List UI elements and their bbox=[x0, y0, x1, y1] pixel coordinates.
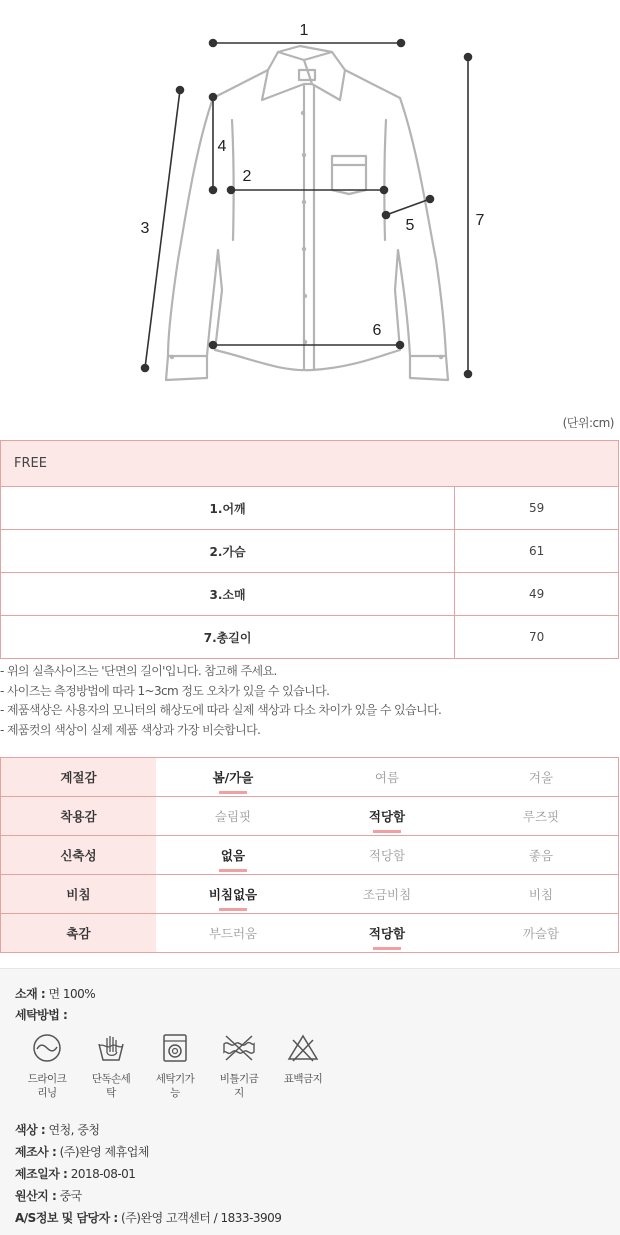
note-line: - 사이즈는 측정방법에 따라 1~3cm 정도 오차가 있을 수 있습니다. bbox=[0, 683, 330, 698]
table-row bbox=[1, 836, 619, 875]
size-value: 70 bbox=[455, 616, 619, 659]
wash-item-hand-wash bbox=[81, 1032, 141, 1100]
feature-option: 여름 bbox=[310, 758, 464, 797]
table-row bbox=[1, 797, 619, 836]
table-row bbox=[1, 616, 619, 659]
measure-label-7: 7 bbox=[475, 212, 485, 229]
wash-label-line: 표백금지 bbox=[283, 1073, 323, 1085]
size-name: 3.소매 bbox=[1, 573, 455, 616]
wash-label-line: 드라이크 bbox=[27, 1073, 67, 1085]
measure-label-2: 2 bbox=[242, 168, 252, 185]
feature-option: 슬림핏 bbox=[156, 797, 310, 836]
feature-option: 까슬함 bbox=[464, 914, 619, 953]
feature-label: 촉감 bbox=[1, 914, 156, 953]
table-row bbox=[1, 758, 619, 797]
product-info-panel bbox=[0, 968, 620, 1235]
note-line: - 제품컷의 색상이 실제 제품 색상과 가장 비슷합니다. bbox=[0, 722, 261, 737]
hand-wash-icon bbox=[95, 1032, 127, 1064]
material-row bbox=[15, 985, 95, 1002]
maker-row bbox=[15, 1143, 149, 1160]
wash-label-line: 능 bbox=[170, 1087, 180, 1099]
color-value: 연청, 중청 bbox=[48, 1123, 100, 1137]
maker-label: 제조사 : bbox=[15, 1145, 57, 1159]
measure-label-1: 1 bbox=[299, 22, 309, 39]
manufacture-date-value: 2018-08-01 bbox=[70, 1167, 136, 1181]
origin-value: 중국 bbox=[59, 1189, 82, 1203]
table-row bbox=[1, 487, 619, 530]
wash-label-line: 비틀기금 bbox=[219, 1073, 259, 1085]
origin-label: 원산지 : bbox=[15, 1189, 57, 1203]
wash-item-machine bbox=[145, 1032, 205, 1100]
size-value: 49 bbox=[455, 573, 619, 616]
wash-item-dry-clean bbox=[17, 1032, 77, 1100]
feature-label: 신축성 bbox=[1, 836, 156, 875]
feature-label: 착용감 bbox=[1, 797, 156, 836]
feature-option: 없음 bbox=[156, 836, 310, 875]
wash-label-line: 지 bbox=[234, 1087, 244, 1099]
size-value: 59 bbox=[455, 487, 619, 530]
origin-row bbox=[15, 1187, 82, 1204]
wash-method-label: 세탁방법 : bbox=[15, 1008, 68, 1022]
size-name: 2.가슴 bbox=[1, 530, 455, 573]
size-notes bbox=[0, 662, 441, 740]
size-name: 7.총길이 bbox=[1, 616, 455, 659]
as-info-value: (주)완영 고객센터 / 1833-3909 bbox=[121, 1211, 282, 1225]
shirt-measurement-diagram bbox=[0, 0, 620, 410]
feature-label: 계절감 bbox=[1, 758, 156, 797]
table-row bbox=[1, 573, 619, 616]
no-wring-icon bbox=[221, 1032, 257, 1064]
wash-label-line: 리닝 bbox=[37, 1087, 57, 1099]
wash-label-line: 탁 bbox=[106, 1087, 116, 1099]
material-label: 소재 : bbox=[15, 987, 46, 1001]
size-table bbox=[0, 440, 619, 659]
material-value: 면 100% bbox=[48, 987, 96, 1001]
dry-clean-icon bbox=[31, 1032, 63, 1064]
note-line: - 제품색상은 사용자의 모니터의 해상도에 따라 실제 색상과 다소 차이가 있을 수 있습니다. bbox=[0, 703, 442, 717]
feature-table bbox=[0, 757, 619, 953]
table-row bbox=[1, 875, 619, 914]
size-table-header: FREE bbox=[1, 441, 619, 487]
feature-option: 적당함 bbox=[310, 914, 464, 953]
size-value: 61 bbox=[455, 530, 619, 573]
feature-option: 적당함 bbox=[310, 797, 464, 836]
feature-option: 봄/가을 bbox=[156, 758, 310, 797]
manufacture-date-label: 제조일자 : bbox=[15, 1167, 68, 1181]
washing-machine-icon bbox=[159, 1032, 191, 1064]
feature-option: 루즈핏 bbox=[464, 797, 619, 836]
no-bleach-icon bbox=[286, 1032, 320, 1064]
feature-option: 비침 bbox=[464, 875, 619, 914]
feature-option: 비침없음 bbox=[156, 875, 310, 914]
wash-method-row bbox=[15, 1006, 67, 1023]
measure-label-3: 3 bbox=[140, 220, 150, 237]
color-row bbox=[15, 1121, 100, 1138]
unit-label: (단위:cm) bbox=[562, 416, 614, 430]
wash-item-no-bleach bbox=[273, 1032, 333, 1086]
wash-label-line: 세탁기가 bbox=[155, 1073, 195, 1085]
feature-label: 비침 bbox=[1, 875, 156, 914]
wash-label-line: 단독손세 bbox=[91, 1073, 131, 1085]
measure-label-4: 4 bbox=[217, 138, 227, 155]
maker-value: (주)완영 제휴업체 bbox=[59, 1145, 149, 1159]
manufacture-date-row bbox=[15, 1165, 135, 1182]
wash-item-no-wring bbox=[209, 1032, 269, 1100]
feature-option: 적당함 bbox=[310, 836, 464, 875]
note-line: - 위의 실측사이즈는 '단면의 길이'입니다. 참고해 주세요. bbox=[0, 664, 277, 678]
as-info-label: A/S정보 및 담당자 : bbox=[15, 1211, 118, 1225]
measure-label-6: 6 bbox=[372, 322, 382, 339]
measure-label-5: 5 bbox=[405, 217, 415, 234]
feature-option: 좋음 bbox=[464, 836, 619, 875]
table-row bbox=[1, 530, 619, 573]
as-info-row bbox=[15, 1209, 281, 1226]
table-row bbox=[1, 914, 619, 953]
size-name: 1.어깨 bbox=[1, 487, 455, 530]
feature-option: 겨울 bbox=[464, 758, 619, 797]
feature-option: 부드러움 bbox=[156, 914, 310, 953]
color-label: 색상 : bbox=[15, 1123, 46, 1137]
feature-option: 조금비침 bbox=[310, 875, 464, 914]
